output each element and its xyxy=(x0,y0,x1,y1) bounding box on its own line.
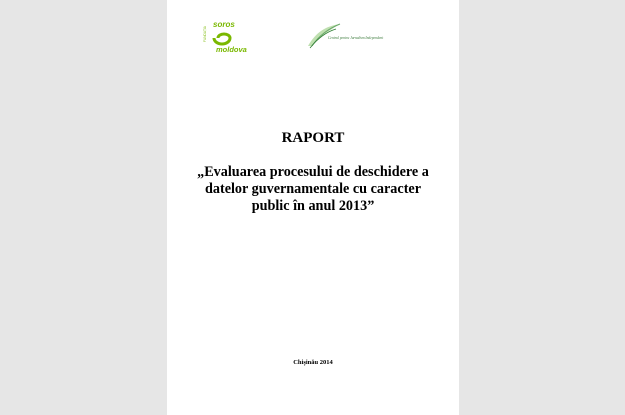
soros-moldova-logo xyxy=(203,18,247,54)
subtitle-line: datelor guvernamentale cu caracter xyxy=(204,181,422,197)
moldova-word: moldova xyxy=(216,45,247,54)
place-date: Chişinău 2014 xyxy=(293,359,333,366)
cji-logo xyxy=(306,20,414,50)
soros-word: soros xyxy=(213,20,235,29)
subtitle-line: public în anul 2013” xyxy=(251,198,375,214)
report-subtitle xyxy=(190,164,436,215)
soros-vertical-text: FUNDAȚIA xyxy=(203,26,207,42)
cji-name: Centrul pentru Jurnalism Independent xyxy=(328,36,384,40)
subtitle-line: „Evaluarea procesului de deschidere a xyxy=(197,164,429,180)
soros-swirl-icon xyxy=(214,34,230,44)
report-title: RAPORT xyxy=(281,130,345,146)
